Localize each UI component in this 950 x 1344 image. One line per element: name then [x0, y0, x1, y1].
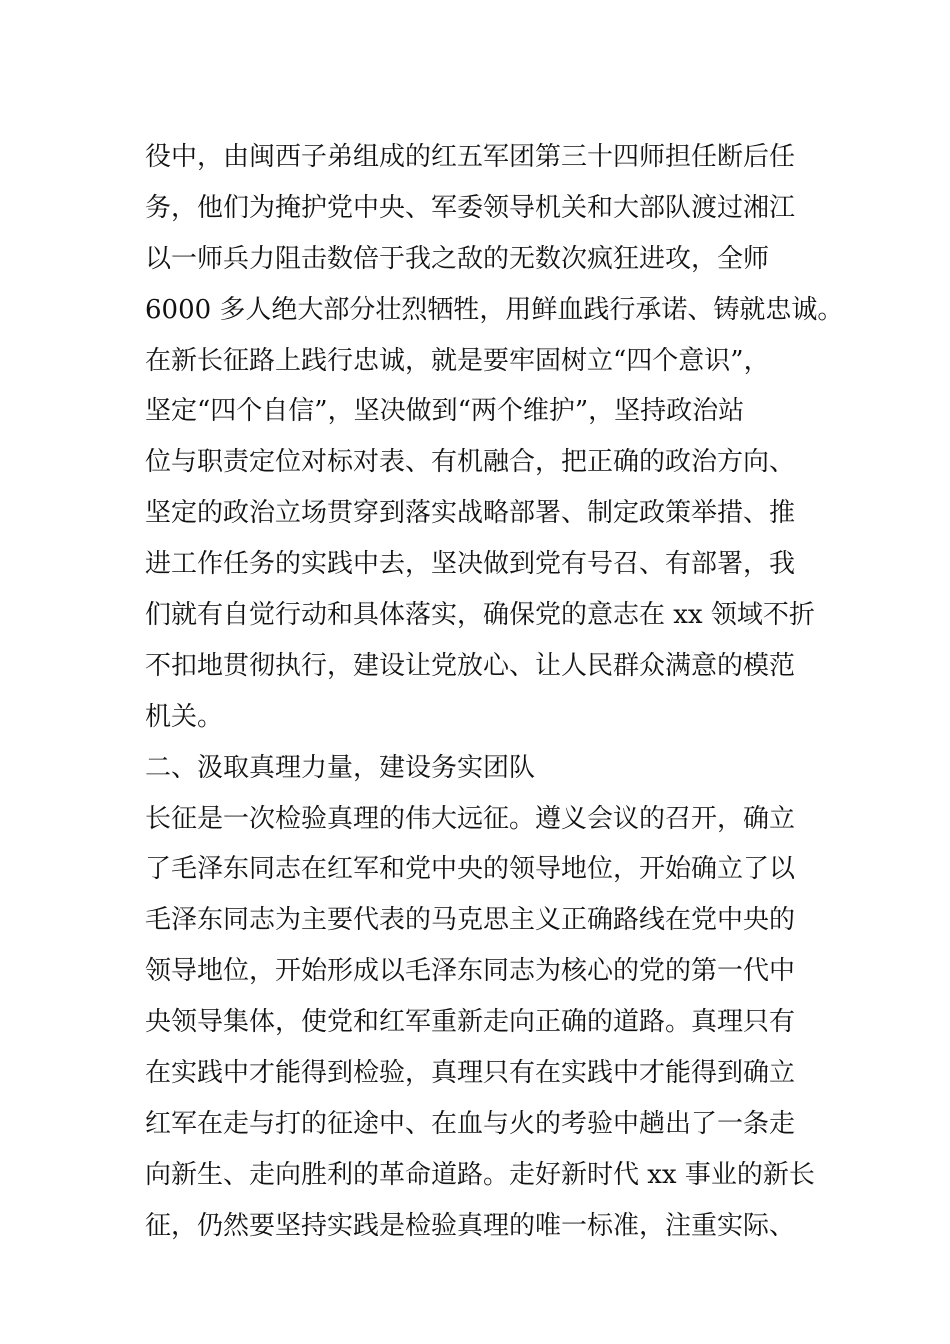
text-line: 6000 多人绝大部分壮烈牺牲，用鲜血践行承诺、铸就忠诚。: [145, 294, 844, 325]
text-line: 红军在走与打的征途中、在血与火的考验中趟出了一条走: [145, 1108, 796, 1139]
text-line: 征，仍然要坚持实践是检验真理的唯一标准，注重实际、: [145, 1210, 796, 1241]
text-line: 在实践中才能得到检验，真理只有在实践中才能得到确立: [145, 1058, 796, 1089]
text-line: 毛泽东同志为主要代表的马克思主义正确路线在党中央的: [145, 905, 796, 936]
text-line: 机关。: [145, 701, 224, 732]
text-line: 坚定“四个自信”，坚决做到“两个维护”，坚持政治站: [145, 396, 745, 427]
text-line: 们就有自觉行动和具体落实，确保党的意志在 xx 领域不折: [145, 600, 815, 631]
text-line: 在新长征路上践行忠诚，就是要牢固树立“四个意识”，: [145, 345, 770, 376]
text-line: 役中，由闽西子弟组成的红五军团第三十四师担任断后任: [145, 142, 796, 172]
text-line: 务，他们为掩护党中央、军委领导机关和大部队渡过湘江: [145, 192, 796, 223]
text-line: 位与职责定位对标对表、有机融合，把正确的政治方向、: [145, 447, 796, 478]
text-line: 领导地位，开始形成以毛泽东同志为核心的党的第一代中: [145, 956, 796, 987]
text-line: 坚定的政治立场贯穿到落实战略部署、制定政策举措、推: [145, 498, 796, 529]
text-line: 了毛泽东同志在红军和党中央的领导地位，开始确立了以: [145, 854, 796, 885]
text-line: 进工作任务的实践中去，坚决做到党有号召、有部署，我: [145, 549, 796, 580]
text-line: 央领导集体，使党和红军重新走向正确的道路。真理只有: [145, 1007, 796, 1038]
body-text: [145, 132, 845, 1252]
text-line: 以一师兵力阻击数倍于我之敌的无数次疯狂进攻，全师: [145, 243, 770, 274]
text-line: 不扣地贯彻执行，建设让党放心、让人民群众满意的模范: [145, 650, 796, 681]
text-line: 长征是一次检验真理的伟大远征。遵义会议的召开，确立: [145, 803, 796, 834]
section-heading: 二、汲取真理力量，建设务实团队: [145, 752, 536, 783]
text-line: 向新生、走向胜利的革命道路。走好新时代 xx 事业的新长: [145, 1159, 815, 1190]
